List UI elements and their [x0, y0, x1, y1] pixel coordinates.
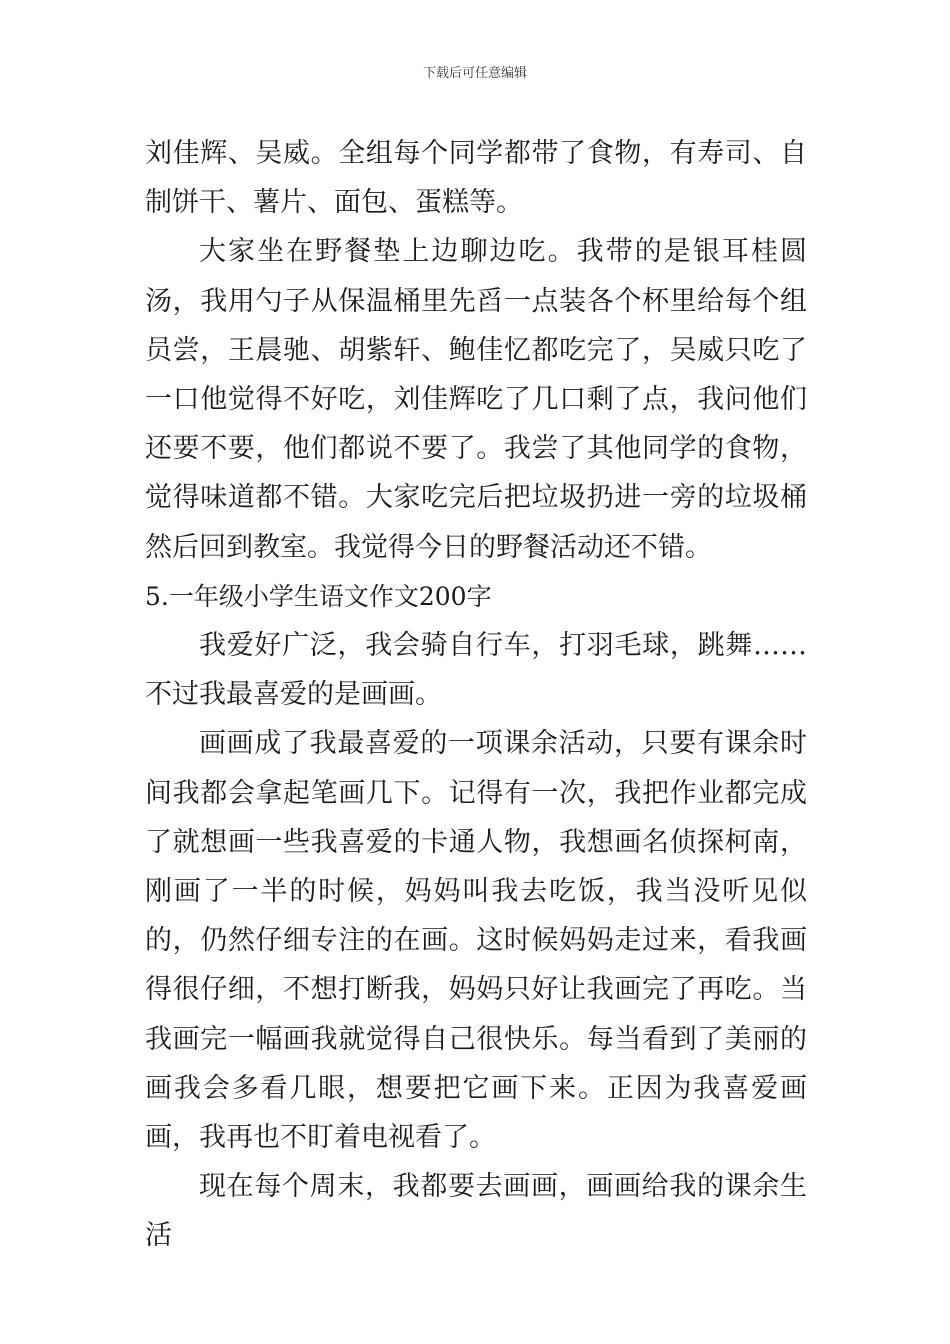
document-body: [145, 129, 807, 1261]
paragraph-drawing: 画画成了我最喜爱的一项课余活动，只要有课余时间我都会拿起笔画几下。记得有一次，我把作业都完成了就想画一些我喜爱的卡通人物，我想画名侦探柯南，刚画了一半的时候，妈妈叫我去吃饭，我当没听见似的，仍然仔细专注的在画。这时候妈妈走过来，看我画得很仔细，不想打断我，妈妈只好让我画完了再吃。当我画完一幅画我就觉得自己很快乐。每当看到了美丽的画我会多看几眼，想要把它画下来。正因为我喜爱画画，我再也不盯着电视看了。: [145, 728, 807, 1154]
paragraph-weekend: 现在每个周末，我都要去画画，画画给我的课余生活: [145, 1171, 807, 1252]
paragraph-picnic: 大家坐在野餐垫上边聊边吃。我带的是银耳桂圆汤，我用勺子从保温桶里先舀一点装各个杯里给每个组员尝，王晨驰、胡紫轩、鲍佳忆都吃完了，吴威只吃了一口他觉得不好吃，刘佳辉吃了几口剩了点，我问他们还要不要，他们都说不要了。我尝了其他同学的食物，觉得味道都不错。大家吃完后把垃圾扔进一旁的垃圾桶然后回到教室。我觉得今日的野餐活动还不错。: [145, 236, 807, 563]
paragraph-hobbies: 我爱好广泛，我会骑自行车，打羽毛球，跳舞……不过我最喜爱的是画画。: [145, 630, 807, 711]
section-heading: 5.一年级小学生语文作文200字: [145, 581, 492, 611]
page-header: 下载后可任意编辑: [422, 66, 527, 81]
paragraph-continuation: 刘佳辉、吴威。全组每个同学都带了食物，有寿司、自制饼干、薯片、面包、蛋糕等。: [145, 138, 807, 219]
